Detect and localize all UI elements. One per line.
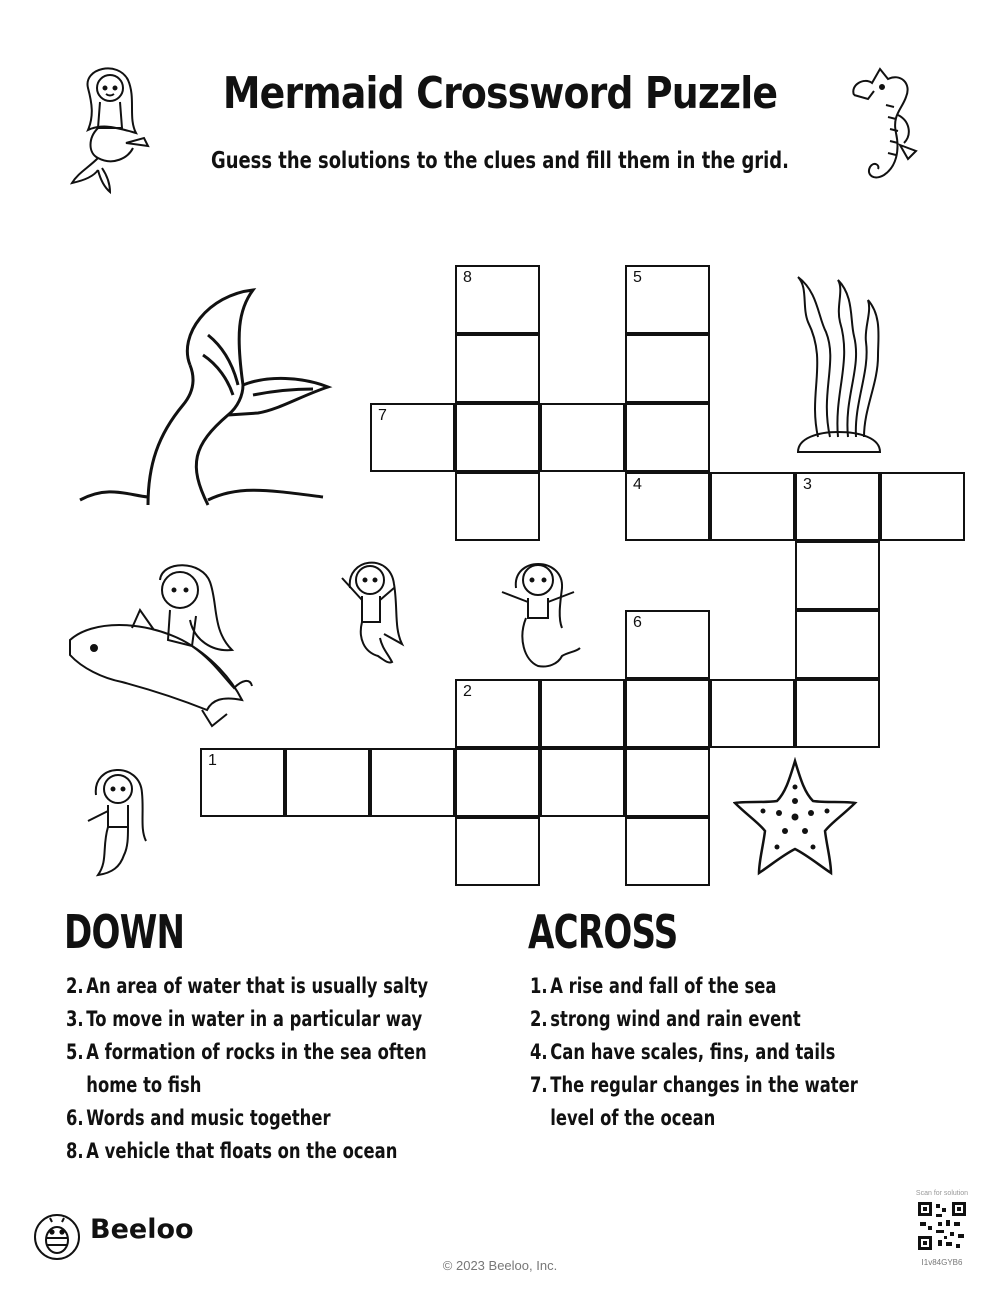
mermaid-icon [58, 58, 158, 198]
across-clue [530, 1036, 893, 1069]
mermaid-icon [78, 755, 158, 880]
clue-number-8: 8 [463, 269, 472, 286]
clue-number-2: 2 [463, 683, 472, 700]
mermaid-icon [328, 548, 413, 668]
clue-number-7: 7 [378, 407, 387, 424]
across-clue-list [530, 970, 893, 1135]
clue-number: 2. [530, 1007, 548, 1031]
grid-cell[interactable] [880, 472, 965, 541]
grid-cell[interactable] [795, 472, 880, 541]
clue-number: 3. [66, 1007, 84, 1031]
seahorse-icon [840, 55, 930, 200]
grid-cell[interactable] [540, 679, 625, 748]
clue-text: Words and music together [86, 1106, 331, 1130]
grid-cell[interactable] [455, 334, 540, 403]
grid-cell[interactable] [455, 403, 540, 472]
grid-cell[interactable] [370, 748, 455, 817]
clue-number: 2. [66, 974, 84, 998]
grid-cell[interactable] [625, 334, 710, 403]
grid-cell[interactable] [795, 541, 880, 610]
grid-cell[interactable] [455, 748, 540, 817]
clue-number: 1. [530, 974, 548, 998]
grid-cell[interactable] [625, 403, 710, 472]
down-clue [66, 1102, 429, 1135]
grid-cell[interactable] [710, 472, 795, 541]
down-clue [66, 1036, 429, 1102]
clue-number: 7. [530, 1073, 548, 1097]
qr-caption: Scan for solution [915, 1190, 969, 1197]
seaweed-icon [788, 272, 888, 462]
grid-cell[interactable] [370, 403, 455, 472]
across-clue [530, 970, 893, 1003]
grid-cell[interactable] [625, 472, 710, 541]
grid-cell[interactable] [625, 265, 710, 334]
qr-code-icon[interactable] [916, 1200, 968, 1252]
clue-text: An area of water that is usually salty [86, 974, 429, 998]
grid-cell[interactable] [795, 679, 880, 748]
clue-number: 8. [66, 1139, 84, 1163]
grid-cell[interactable] [455, 265, 540, 334]
down-clue-list [66, 970, 429, 1168]
clue-text: A rise and fall of the sea [550, 974, 777, 998]
clue-text: Can have scales, fins, and tails [550, 1040, 836, 1064]
brand-name: Beeloo [90, 1214, 194, 1245]
down-clue [66, 970, 429, 1003]
clue-number: 4. [530, 1040, 548, 1064]
clue-text: strong wind and rain event [550, 1007, 801, 1031]
clue-number-5: 5 [633, 269, 642, 286]
grid-cell[interactable] [795, 610, 880, 679]
down-clue [66, 1003, 429, 1036]
grid-cell[interactable] [455, 679, 540, 748]
bee-logo-icon [32, 1212, 82, 1262]
starfish-icon [733, 757, 858, 877]
across-heading: ACROSS [528, 905, 678, 959]
across-clue [530, 1069, 893, 1135]
grid-cell[interactable] [200, 748, 285, 817]
down-heading: DOWN [64, 905, 185, 959]
grid-cell[interactable] [455, 817, 540, 886]
clue-number: 6. [66, 1106, 84, 1130]
grid-cell[interactable] [625, 817, 710, 886]
grid-cell[interactable] [540, 748, 625, 817]
clue-number-1: 1 [208, 752, 217, 769]
clue-text: A vehicle that floats on the ocean [86, 1139, 398, 1163]
clue-number: 5. [66, 1040, 84, 1064]
clue-text: To move in water in a particular way [86, 1007, 423, 1031]
mermaid-icon [488, 548, 588, 673]
mermaid-tail-icon [78, 285, 338, 515]
clue-number-3: 3 [803, 476, 812, 493]
grid-cell[interactable] [625, 610, 710, 679]
qr-code-label: I1v84GYB6 [921, 1258, 963, 1267]
grid-cell[interactable] [455, 472, 540, 541]
clue-number-6: 6 [633, 614, 642, 631]
down-clue [66, 1135, 429, 1168]
clue-text: A formation of rocks in the sea often home to fish [86, 1040, 427, 1097]
clue-text: The regular changes in the water level of the ocean [550, 1073, 858, 1130]
grid-cell[interactable] [540, 403, 625, 472]
grid-cell[interactable] [285, 748, 370, 817]
clue-number-4: 4 [633, 476, 642, 493]
page-title: Mermaid Crossword Puzzle [222, 68, 778, 119]
grid-cell[interactable] [625, 679, 710, 748]
dolphin-icon [62, 560, 257, 730]
page-subtitle: Guess the solutions to the clues and fill them in the grid. [211, 148, 789, 174]
across-clue [530, 1003, 893, 1036]
grid-cell[interactable] [625, 748, 710, 817]
copyright: © 2023 Beeloo, Inc. [442, 1258, 558, 1273]
grid-cell[interactable] [710, 679, 795, 748]
